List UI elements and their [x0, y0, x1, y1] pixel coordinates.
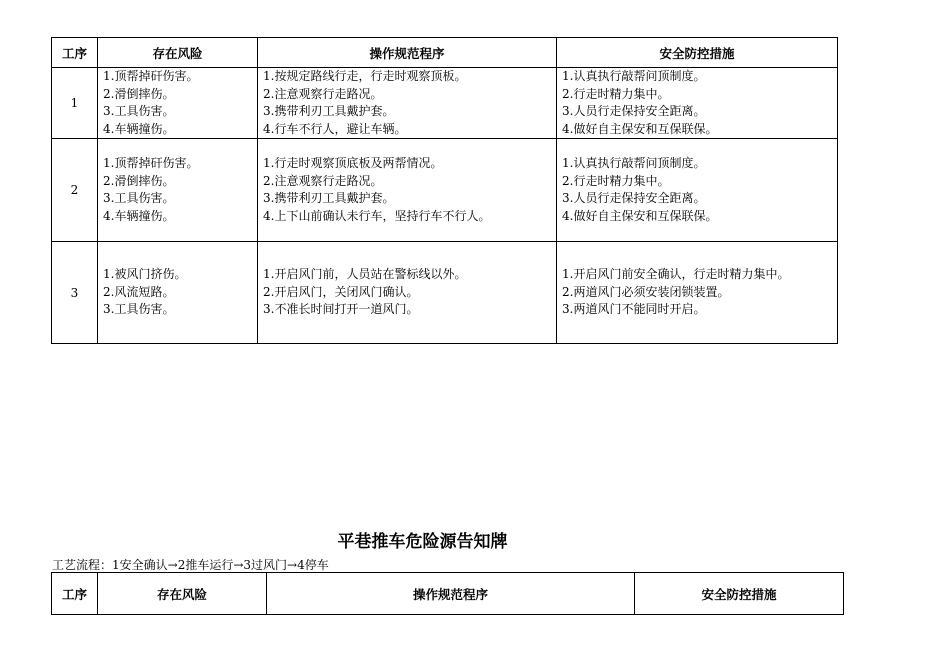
- procedure-item: 4.行车不行人，避让车辆。: [263, 121, 407, 136]
- measure-item: 1.开启风门前安全确认，行走时精力集中。: [562, 267, 790, 282]
- risk-item: 2.滑倒摔伤。: [103, 86, 175, 101]
- procedures-cell: [258, 68, 557, 139]
- risk-item: 1.被风门挤伤。: [103, 267, 187, 282]
- process-flow-text: 工艺流程：1安全确认→2推车运行→3过风门→4停车: [52, 558, 329, 572]
- risk-item: 3.工具伤害。: [103, 191, 175, 205]
- risk-item: 1.顶帮掉矸伤害。: [103, 69, 199, 83]
- header-risks: 存在风险: [98, 573, 267, 615]
- header-process-no: 工序: [52, 38, 98, 68]
- risk-item: 2.风流短路。: [103, 284, 175, 299]
- table-header-row: [52, 38, 838, 68]
- procedure-item: 2.注意观察行走路况。: [263, 86, 383, 101]
- procedure-item: 3.携带利刃工具戴护套。: [263, 191, 395, 205]
- hazard-table-1: [51, 37, 838, 344]
- header-procedures: 操作规范程序: [267, 573, 635, 615]
- measure-item: 1.认真执行敲帮问顶制度。: [562, 69, 706, 83]
- procedures-cell: [258, 242, 557, 344]
- header-measures: 安全防控措施: [557, 38, 838, 68]
- measure-item: 2.行走时精力集中。: [562, 173, 670, 188]
- header-process-no: 工序: [52, 573, 98, 615]
- procedure-item: 4.上下山前确认未行车，坚持行车不行人。: [263, 208, 491, 223]
- process-no: 1: [52, 68, 98, 139]
- process-no: 2: [52, 139, 98, 242]
- risks-cell: [98, 242, 258, 344]
- risk-item: 3.工具伤害。: [103, 104, 175, 118]
- risks-cell: [98, 139, 258, 242]
- table-header-row: [52, 573, 844, 615]
- procedure-item: 1.按规定路线行走，行走时观察顶板。: [263, 69, 467, 83]
- risk-item: 4.车辆撞伤。: [103, 121, 175, 136]
- process-no: 3: [52, 242, 98, 344]
- table-row: [52, 139, 838, 242]
- table-row: [52, 242, 838, 344]
- procedure-item: 2.开启风门，关闭风门确认。: [263, 284, 419, 299]
- procedure-item: 3.携带利刃工具戴护套。: [263, 104, 395, 118]
- procedure-item: 1.开启风门前，人员站在警标线以外。: [263, 267, 467, 282]
- table-row: [52, 68, 838, 139]
- header-measures: 安全防控措施: [635, 573, 844, 615]
- procedures-cell: [258, 139, 557, 242]
- risks-cell: [98, 68, 258, 139]
- procedure-item: 1.行走时观察顶底板及两帮情况。: [263, 156, 443, 170]
- header-procedures: 操作规范程序: [258, 38, 557, 68]
- measure-item: 3.人员行走保持安全距离。: [562, 191, 706, 205]
- hazard-table-2: [51, 572, 844, 615]
- measure-item: 2.行走时精力集中。: [562, 86, 670, 101]
- measure-item: 1.认真执行敲帮问顶制度。: [562, 156, 706, 170]
- risk-item: 2.滑倒摔伤。: [103, 173, 175, 188]
- measure-item: 4.做好自主保安和互保联保。: [562, 121, 718, 136]
- risk-item: 4.车辆撞伤。: [103, 208, 175, 223]
- measure-item: 2.两道风门必须安装闭锁装置。: [562, 284, 730, 299]
- risk-item: 3.工具伤害。: [103, 302, 175, 317]
- procedure-item: 2.注意观察行走路况。: [263, 173, 383, 188]
- header-risks: 存在风险: [98, 38, 258, 68]
- risk-item: 1.顶帮掉矸伤害。: [103, 156, 199, 170]
- measure-item: 4.做好自主保安和互保联保。: [562, 208, 718, 223]
- section-title: 平巷推车危险源告知牌: [337, 532, 508, 552]
- procedure-item: 3.不准长时间打开一道风门。: [263, 302, 419, 317]
- measures-cell: [557, 139, 838, 242]
- measures-cell: [557, 68, 838, 139]
- measure-item: 3.人员行走保持安全距离。: [562, 104, 706, 118]
- measures-cell: [557, 242, 838, 344]
- measure-item: 3.两道风门不能同时开启。: [562, 302, 706, 317]
